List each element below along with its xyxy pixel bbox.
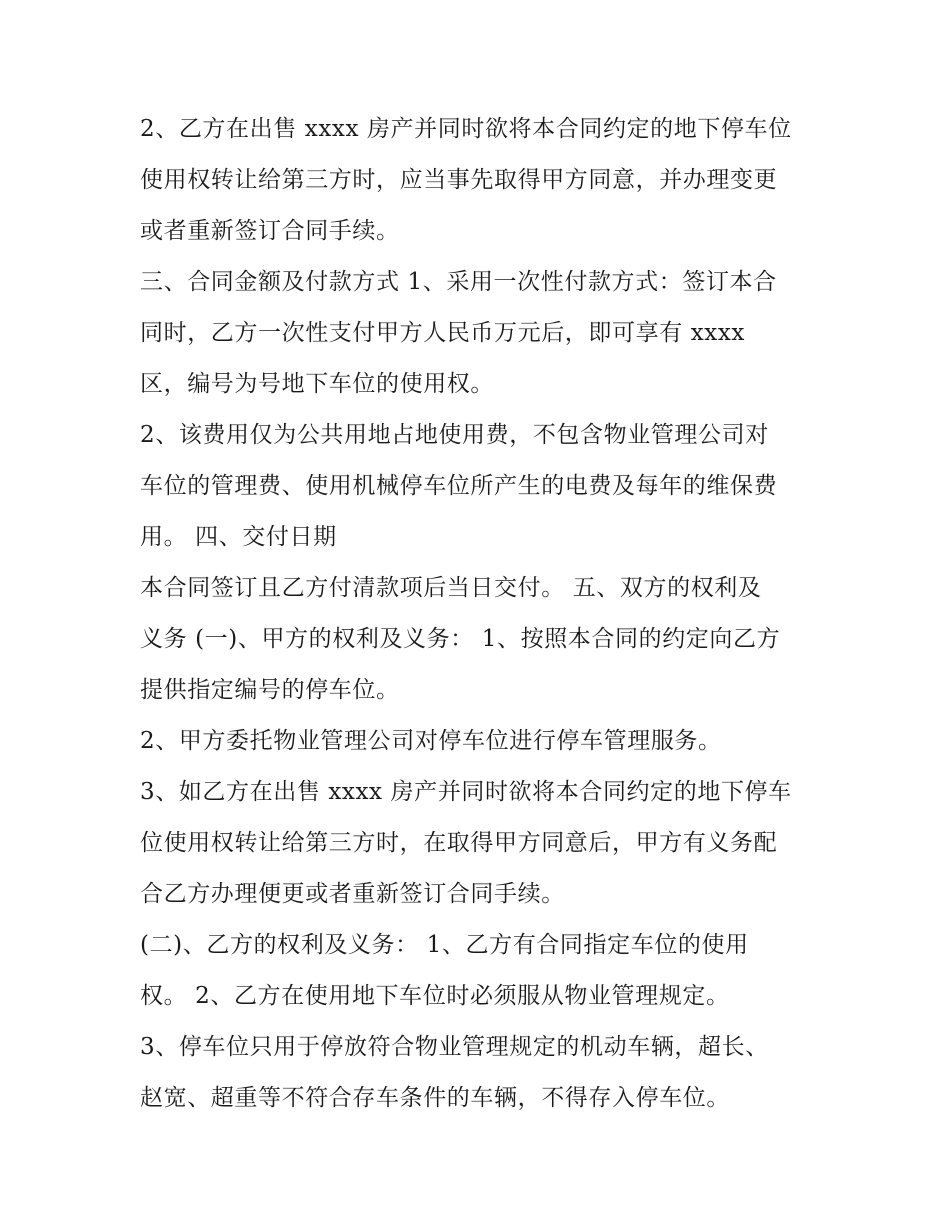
text-line: 提供指定编号的停车位。	[140, 677, 400, 703]
text-line: (二)、乙方的权利及义务： 1、乙方有合同指定车位的使用	[140, 932, 749, 958]
text-line: 本合同签订且乙方付清款项后当日交付。 五、双方的权利及	[140, 575, 762, 601]
text-line: 或者重新签订合同手续。	[140, 218, 400, 244]
text-line: 三、合同金额及付款方式 1、采用一次性付款方式：签订本合	[140, 269, 777, 295]
text-line: 合乙方办理便更或者重新签订合同手续。	[140, 881, 565, 907]
text-line: 车位的管理费、使用机械停车位所产生的电费及每年的维保费	[140, 473, 778, 499]
text-line: 区，编号为号地下车位的使用权。	[140, 371, 494, 397]
text-line: 位使用权转让给第三方时，在取得甲方同意后，甲方有义务配	[140, 830, 778, 856]
text-line: 2、该费用仅为公共用地占地使用费，不包含物业管理公司对	[140, 422, 769, 448]
text-line: 3、停车位只用于停放符合物业管理规定的机动车辆，超长、	[140, 1034, 769, 1060]
text-line: 义务 (一)、甲方的权利及义务： 1、按照本合同的约定向乙方	[140, 626, 781, 652]
text-line: 3、如乙方在出售 xxxx 房产并同时欲将本合同约定的地下停车	[140, 779, 792, 805]
text-line: 同时，乙方一次性支付甲方人民币万元后，即可享有 xxxx	[140, 320, 745, 346]
text-line: 赵宽、超重等不符合存车条件的车辆，不得存入停车位。	[140, 1085, 730, 1111]
text-line: 权。 2、乙方在使用地下车位时必须服从物业管理规定。	[140, 983, 730, 1009]
text-line: 用。 四、交付日期	[140, 524, 337, 550]
text-line: 使用权转让给第三方时，应当事先取得甲方同意，并办理变更	[140, 167, 778, 193]
document-body	[140, 104, 820, 1124]
text-line: 2、甲方委托物业管理公司对停车位进行停车管理服务。	[140, 728, 722, 754]
text-line: 2、乙方在出售 xxxx 房产并同时欲将本合同约定的地下停车位	[140, 116, 792, 142]
